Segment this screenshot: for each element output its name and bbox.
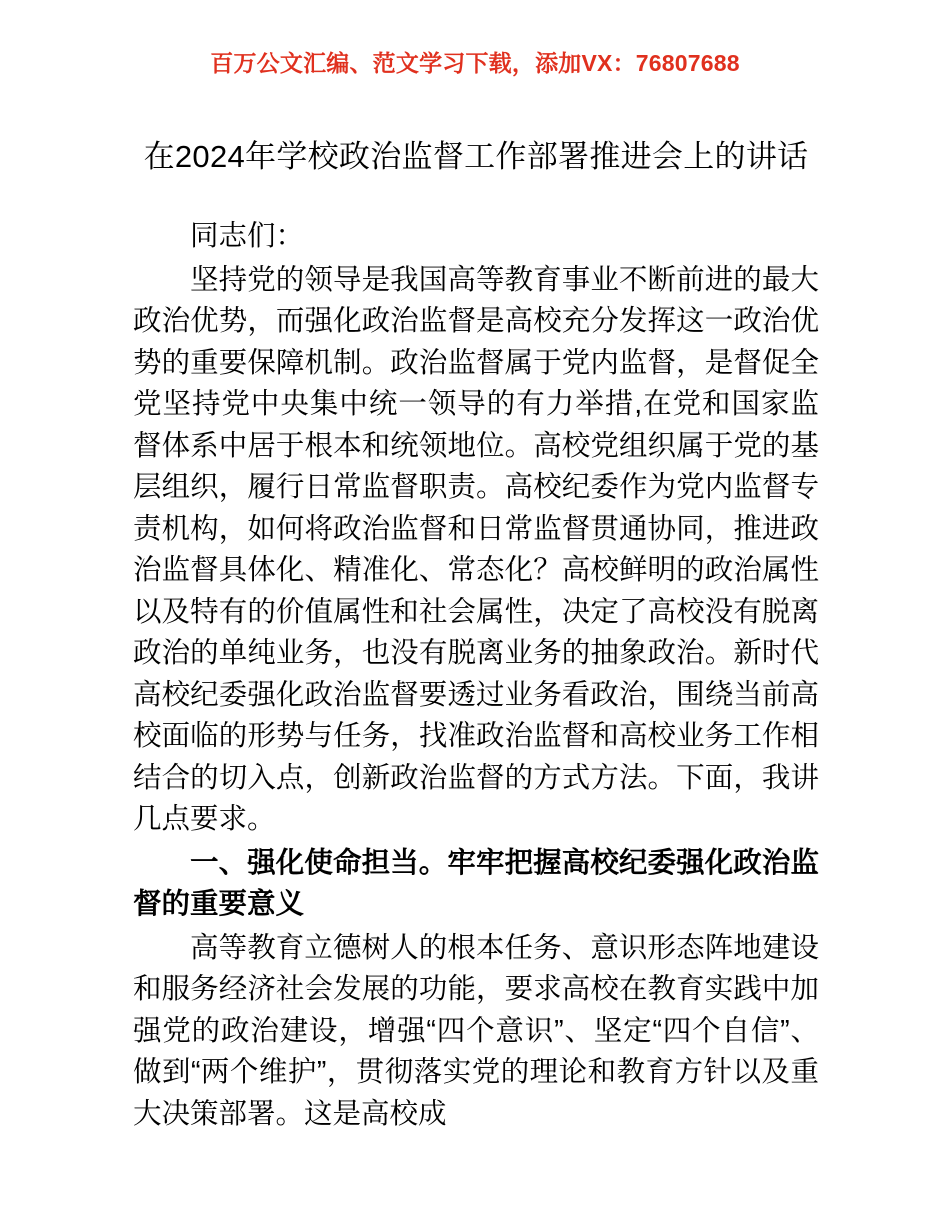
paragraph-salutation: 同志们：: [190, 220, 305, 252]
paragraph-section-one-body: 高等教育立德树人的根本任务、意识形态阵地建设和服务经济社会发展的功能，要求高校在教育实践中加强党的政治建设，增强“四个意识”、坚定“四个自信”、做到“两个维护”，贯彻落实党的理论和教育方针以及重大决策部署。这是高校成: [133, 931, 819, 1130]
document-body: [133, 216, 819, 1135]
paragraph-intro: 坚持党的领导是我国高等教育事业不断前进的最大政治优势，而强化政治监督是高校充分发挥这一政治优势的重要保障机制。政治监督属于党内监督，是督促全党坚持党中央集中统一领导的有力举措,在党和国家监督体系中居于根本和统领地位。高校党组织属于党的基层组织，履行日常监督职责。高校纪委作为党内监督专责机构，如何将政治监督和日常监督贯通协同，推进政治监督具体化、精准化、常态化？高校鲜明的政治属性以及特有的价值属性和社会属性，决定了高校没有脱离政治的单纯业务，也没有脱离业务的抽象政治。新时代高校纪委强化政治监督要透过业务看政治，围绕当前高校面临的形势与任务，找准政治监督和高校业务工作相结合的切入点，创新政治监督的方式方法。下面，我讲几点要求。: [133, 263, 819, 835]
document-title: 在2024年学校政治监督工作部署推进会上的讲话: [143, 138, 809, 174]
promo-header-text: 百万公文汇编、范文学习下载，添加VX：76807688: [210, 50, 740, 76]
paragraph-section-one-heading: 一、强化使命担当。牢牢把握高校纪委强化政治监督的重要意义: [133, 846, 819, 920]
